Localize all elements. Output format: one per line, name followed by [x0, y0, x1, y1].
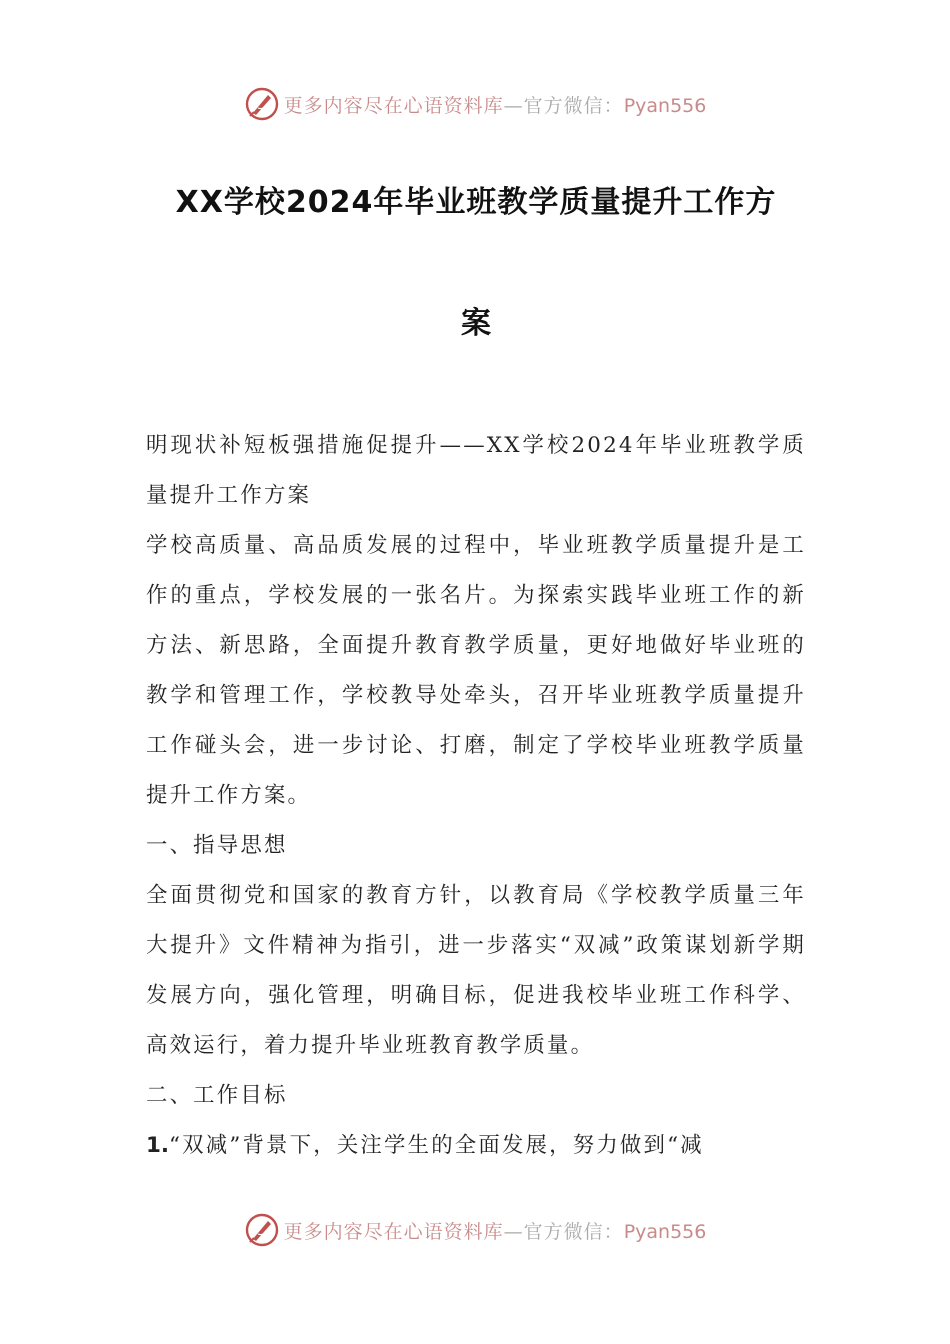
intro-paragraph: 学校高质量、高品质发展的过程中，毕业班教学质量提升是工作的重点，学校发展的一张名片。为探索实践毕业班工作的新方法、新思路，全面提升教育教学质量，更好地做好毕业班的教学和管理工作，学校教导处牵头，召开毕业班教学质量提升工作碰头会，进一步讨论、打磨，制定了学校毕业班教学质量提升工作方案。 [146, 533, 806, 808]
guiding-ideology-paragraph: 全面贯彻党和国家的教育方针，以教育局《学校教学质量三年大提升》文件精神为指引，进一步落实“双减”政策谋划新学期发展方向，强化管理，明确目标，促进我校毕业班工作科学、高效运行，着力提升毕业班教育教学质量。 [146, 883, 806, 1058]
watermark-banner-top [0, 84, 950, 124]
watermark-text: 更多内容尽在心语资料库—官方微信：Pyan556 [283, 1220, 707, 1243]
goal-item-text: “双减”背景下，关注学生的全面发展，努力做到“减 [169, 1133, 704, 1158]
section-heading-guiding-ideology: 一、指导思想 [146, 833, 288, 858]
goal-item-1 [146, 1121, 806, 1171]
watermark-banner-bottom [0, 1210, 950, 1250]
document-body [146, 421, 806, 1171]
watermark-text: 更多内容尽在心语资料库—官方微信：Pyan556 [283, 94, 707, 117]
section-heading-work-goals: 二、工作目标 [146, 1083, 288, 1108]
quill-logo-icon [244, 1212, 280, 1248]
document-title-line-2: 案 [461, 306, 491, 341]
subtitle-paragraph: 明现状补短板强措施促提升——XX学校2024年毕业班教学质量提升工作方案 [146, 433, 806, 508]
goal-item-number: 1. [146, 1133, 170, 1158]
quill-logo-icon [244, 86, 280, 122]
document-title-line-1: XX学校2024年毕业班教学质量提升工作方 [175, 185, 777, 220]
